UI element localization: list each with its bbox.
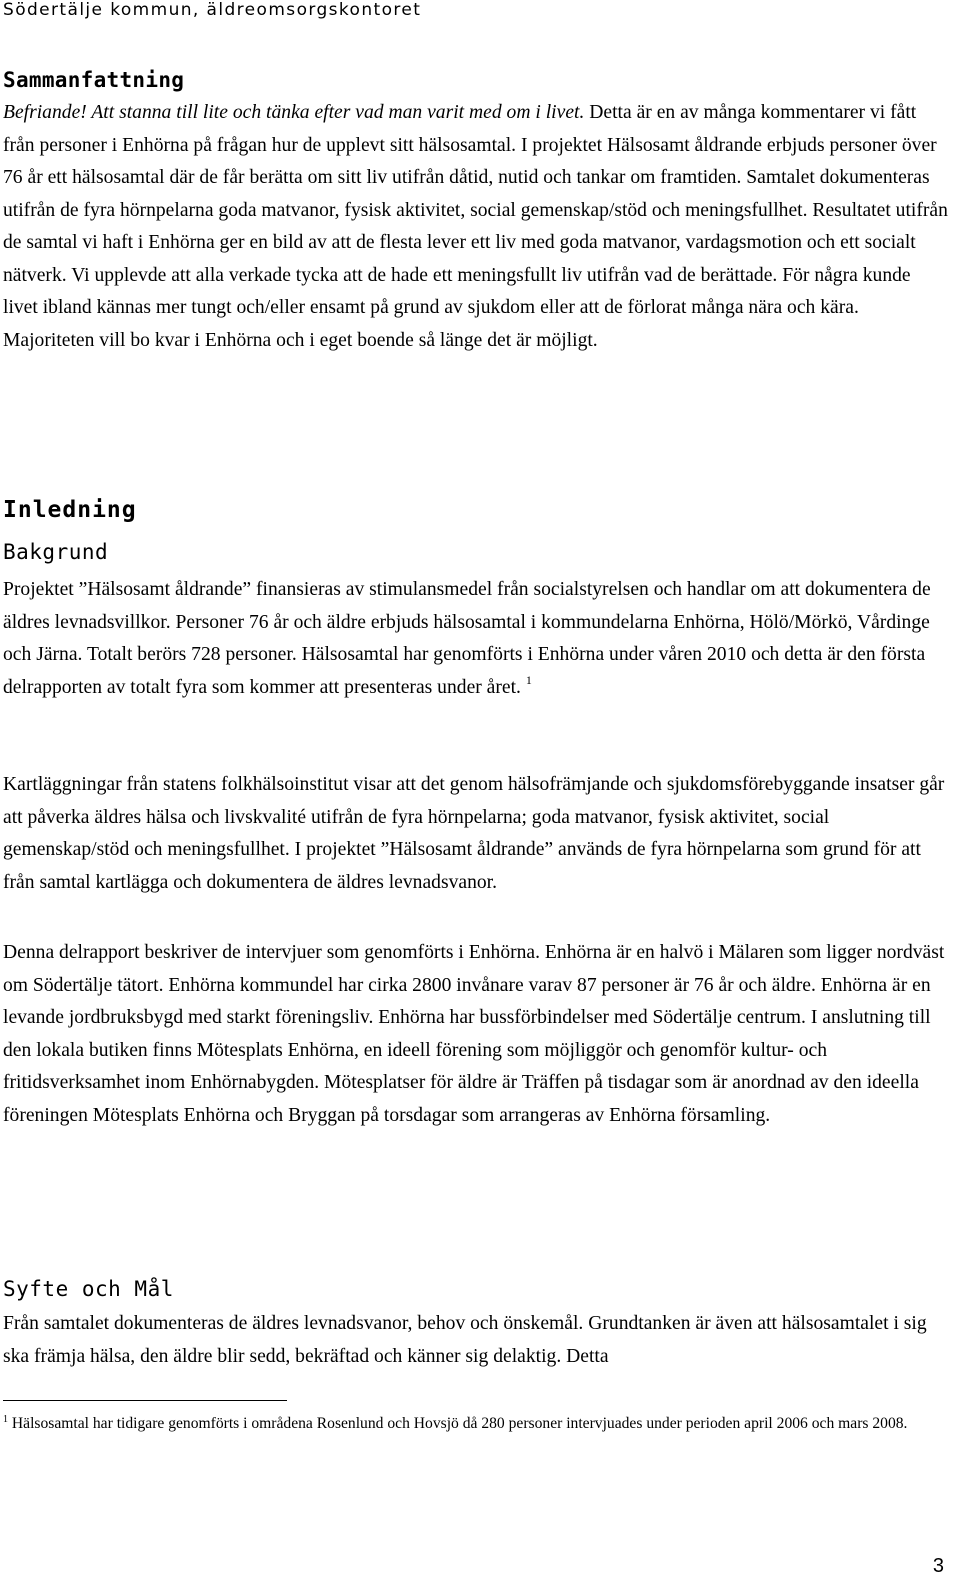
background-heading: Bakgrund [3,540,109,564]
summary-quote: Befriande! Att stanna till lite och tänka efter vad man varit med om i livet. [3,102,585,123]
footnote [3,1410,948,1437]
summary-heading: Sammanfattning [3,68,185,92]
footnote-number: 1 [3,1414,8,1425]
background-paragraph-1-text: Projektet ”Hälsosamt åldrande” finansieras av stimulansmedel från socialstyrelsen och handlar om att dokumentera de äldres levnadsvillkor. Personer 76 år och äldre erbjuds hälsosamtal i kommundelarna Enhörna, Hölö/Mörkö, Vårdinge och Järna. Totalt berörs 728 personer. Hälsosamtal har genomförts i Enhörna under våren 2010 och detta är den första delrapporten av totalt fyra som kommer att presenteras under året. [3,579,931,698]
background-paragraph-3: Denna delrapport beskriver de intervjuer som genomförts i Enhörna. Enhörna är en halvö i Mälaren som ligger nordväst om Södertälje tätort. Enhörna kommundel har cirka 2800 invånare varav 87 personer är 76 år och äldre. Enhörna är en levande jordbruksbygd med starkt föreningsliv. Enhörna har bussförbindelser med Södertälje centrum. I anslutning till den lokala butiken finns Mötesplats Enhörna, en ideell förening som möjliggör och genomför kultur- och fritidsverksamhet inom Enhörnabygden. Mötesplatser för äldre är Träffen på tisdagar som är anordnad av den ideella föreningen Mötesplats Enhörna och Bryggan på torsdagar som arrangeras av Enhörna församling. [3,942,945,1126]
summary-body: Detta är en av många kommentarer vi fått från personer i Enhörna på frågan hur de upplevt sitt hälsosamtal. I projektet Hälsosamt åldrande erbjuds personer över 76 år ett hälsosamtal där de får berätta om sitt liv utifrån dåtid, nutid och tankar om framtiden. Samtalet dokumenteras utifrån de fyra hörnpelarna goda matvanor, fysisk aktivitet, social gemenskap/stöd och meningsfullhet. Resultatet utifrån de samtal vi haft i Enhörna ger en bild av att de flesta lever ett liv med goda matvanor, vardagsmotion och ett socialt nätverk. Vi upplevde att alla verkade tycka att de hade ett meningsfullt liv utifrån vad de berättade. För några kunde livet ibland kännas mer tungt och/eller ensamt på grund av sjukdom eller att de förlorat många nära och kära. Majoriteten vill bo kvar i Enhörna och i eget boende så länge det är möjligt. [3,102,948,351]
background-paragraph-1 [3,574,948,704]
footnote-reference[interactable]: 1 [525,672,532,687]
footnote-text: Hälsosamtal har tidigare genomförts i områdena Rosenlund och Hovsjö då 280 personer intervjuades under perioden april 2006 och mars 2008. [8,1415,908,1432]
purpose-heading: Syfte och Mål [3,1277,174,1301]
footnote-separator [3,1400,287,1401]
purpose-paragraph: Från samtalet dokumenteras de äldres levnadsvanor, behov och önskemål. Grundtanken är även att hälsosamtalet i sig ska främja hälsa, den äldre blir sedd, bekräftad och känner sig delaktig. Detta [3,1313,927,1367]
page-header: Södertälje kommun, äldreomsorgskontoret [3,0,422,20]
background-paragraph-2: Kartläggningar från statens folkhälsoinstitut visar att det genom hälsofrämjande och sjukdomsförebyggande insatser går att påverka äldres hälsa och livskvalité utifrån de fyra hörnpelarna; goda matvanor, fysisk aktivitet, social gemenskap/stöd och meningsfullhet. I projektet ”Hälsosamt åldrande” används de fyra hörnpelarna som grund för att från samtal kartlägga och dokumentera de äldres levnadsvanor. [3,774,945,893]
page-number: 3 [932,1555,944,1577]
intro-heading: Inledning [3,497,137,523]
summary-paragraph [3,97,948,357]
